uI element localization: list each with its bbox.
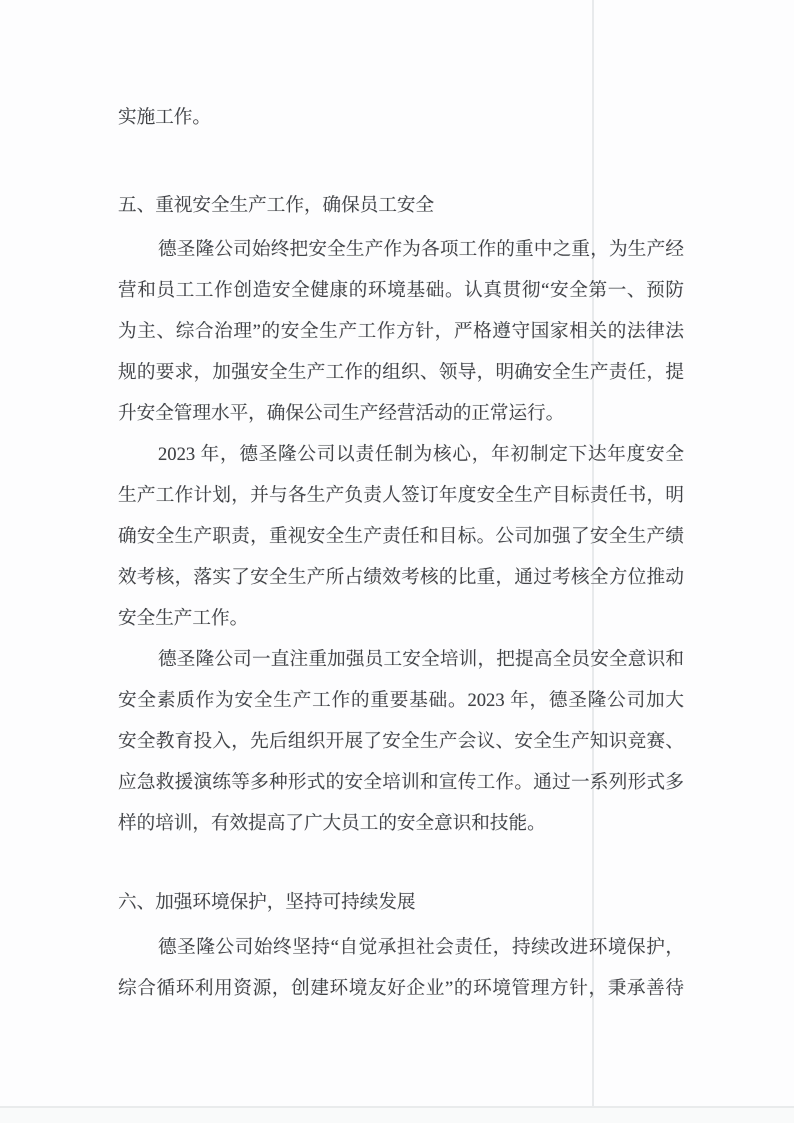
text-line: 安全教育投入，先后组织开展了安全生产会议、安全生产知识竞赛、 (118, 731, 684, 752)
text-line: 安全生产工作。 (118, 608, 249, 629)
section-5-body (118, 229, 684, 844)
text-line: 为主、综合治理”的安全生产工作方针，严格遵守国家相关的法律法 (118, 321, 684, 342)
text-line: 德圣隆公司始终把安全生产作为各项工作的重中之重，为生产经 (157, 239, 684, 260)
text-line: 升安全管理水平，确保公司生产经营活动的正常运行。 (118, 403, 565, 424)
section-6-body (118, 927, 684, 1009)
text-line: 安全素质作为安全生产工作的重要基础。2023 年，德圣隆公司加大 (118, 690, 684, 711)
text-line: 营和员工工作创造安全健康的环境基础。认真贯彻“安全第一、预防 (118, 280, 684, 301)
text-line: 德圣隆公司始终坚持“自觉承担社会责任，持续改进环境保护， (157, 937, 684, 958)
text-line: 2023 年，德圣隆公司以责任制为核心，年初制定下达年度安全 (157, 444, 684, 465)
scan-bottom-band (0, 1108, 794, 1123)
text-line: 德圣隆公司一直注重加强员工安全培训，把提高全员安全意识和 (157, 649, 684, 670)
text-line: 综合循环利用资源，创建环境友好企业”的环境管理方针，秉承善待 (118, 978, 684, 999)
text-line: 样的培训，有效提高了广大员工的安全意识和技能。 (118, 813, 546, 834)
text-line: 实施工作。 (118, 107, 211, 128)
text-line: 确安全生产职责，重视安全生产责任和目标。公司加强了安全生产绩 (118, 526, 684, 547)
section-heading-5: 五、重视安全生产工作，确保员工安全 (118, 195, 435, 216)
text-line: 生产工作计划，并与各生产负责人签订年度安全生产目标责任书，明 (118, 485, 684, 506)
section-heading-6: 六、加强环境保护，坚持可持续发展 (118, 892, 416, 913)
text-line: 应急救援演练等多种形式的安全培训和宣传工作。通过一系列形式多 (118, 772, 684, 793)
text-line: 规的要求，加强安全生产工作的组织、领导，明确安全生产责任，提 (118, 362, 684, 383)
text-line: 效考核，落实了安全生产所占绩效考核的比重，通过考核全方位推动 (118, 567, 684, 588)
paragraph-continuation (118, 97, 684, 138)
